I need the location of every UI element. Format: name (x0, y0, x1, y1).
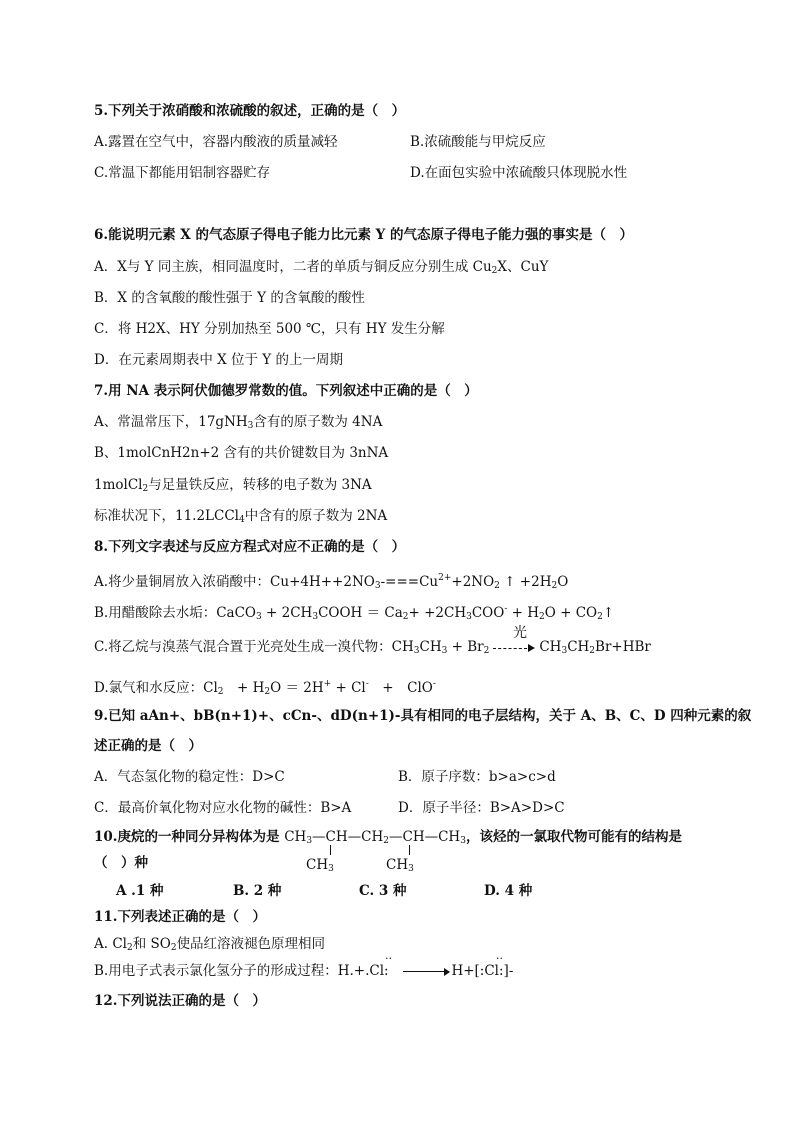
question-8-option-a: A.将少量铜屑放入浓硝酸中：$Cu+4H++2NO_3-===Cu^{2+}+2NO_2$ ↑ $+2H_2O$ (94, 573, 569, 591)
question-6-option-a: A．X与 Y 同主族，相同温度时，二者的单质与铜反应分别生成 $Cu_2X$、CuY (94, 259, 549, 276)
question-10-option-a: A .1 种 (116, 883, 164, 899)
question-10-option-b: B. 2 种 (233, 883, 282, 899)
question-10-stem: 10.庚烷的一种同分异构体为是 $CH_3—CH—CH_2—CH—CH_3$，该烃的一氯取代物可能有的结构是 (94, 829, 682, 846)
question-8-option-b: B.用醋酸除去水垢：CaCO$_3$ + $2CH_3COOH = Ca_2+ +2CH_3COO^- + H_2O$ + $CO_2↑$ (94, 604, 615, 622)
formation-arrow (403, 971, 449, 972)
question-6-option-c: C．将 H2X、HY 分别加热至 500 ℃，只有 HY 发生分解 (94, 321, 445, 337)
question-9-option-d: D．原子半径：B>A>D>C (398, 800, 565, 816)
branch-methyl-2: $CH_3$ (386, 857, 414, 874)
light-condition-label: 光 (513, 625, 527, 641)
question-9-option-b: B．原子序数：b>a>c>d (398, 769, 556, 785)
question-10-option-c: C. 3 种 (359, 883, 407, 899)
question-11-option-b: B.用电子式表示氯化氢分子的形成过程：H.+.Cl: H+[:Cl:]- (94, 963, 514, 979)
question-6-option-d: D．在元素周期表中 X 位于 Y 的上一周期 (94, 352, 344, 368)
question-5-option-c: C.常温下都能用铝制容器贮存 (94, 165, 271, 181)
question-7-option-a: A、常温常压下，17gNH$_3$含有的原子数为 4NA (94, 414, 383, 431)
branch-bond-2 (409, 845, 410, 855)
question-8-option-d: D.氯气和水反应：$Cl_2$ + $H_2O = 2H^+ + Cl^-$ + ClO- (94, 679, 436, 697)
question-5-option-b: B.浓硫酸能与甲烷反应 (410, 134, 546, 150)
question-5-option-d: D.在面包实验中浓硫酸只体现脱水性 (410, 165, 628, 181)
question-6-stem: 6.能说明元素 X 的气态原子得电子能力比元素 Y 的气态原子得电子能力强的事实是（ ） (94, 227, 634, 243)
question-11-stem: 11.下列表述正确的是（ ） (94, 909, 266, 925)
question-9-option-a: A．气态氢化物的稳定性：D>C (94, 769, 285, 785)
question-7-option-b: B、1molCnH2n+2 含有的共价键数目为 3nNA (94, 445, 389, 461)
question-6-option-b: B．X 的含氧酸的酸性强于 Y 的含氧酸的酸性 (94, 290, 365, 306)
electron-dots-1: .. (385, 949, 392, 962)
question-8-option-c: C.将乙烷与溴蒸气混合置于光亮处生成一溴代物：$CH_3CH_3 + Br_2$ $CH_3CH_2Br+HBr$ (94, 639, 651, 656)
question-11-option-a: A. $Cl_2$和 $SO_2$使品红溶液褪色原理相同 (94, 936, 326, 953)
question-7-stem: 7.用 NA 表示阿伏伽德罗常数的值。下列叙述中正确的是（ ） (94, 383, 478, 399)
question-10-stem-line2: （ ）种 (94, 855, 148, 871)
branch-methyl-1: $CH_3$ (306, 857, 334, 874)
question-8-stem: 8.下列文字表述与反应方程式对应不正确的是（ ） (94, 539, 406, 555)
question-9-stem-line1: 9.已知 aAn+、bB(n+1)+、cCn-、dD(n+1)-具有相同的电子层结构，关于 A、B、C、D 四种元素的叙 (94, 708, 752, 724)
question-7-option-c: 1molCl$_2$与足量铁反应，转移的电子数为 3NA (94, 477, 372, 494)
question-5-stem: 5.下列关于浓硝酸和浓硫酸的叙述，正确的是（ ） (94, 103, 406, 119)
heptane-isomer-formula: $CH_3—CH—CH_2—CH—CH_3$ (284, 829, 466, 846)
electron-dots-2: .. (496, 949, 503, 962)
question-7-option-d: 标准状况下，11.2LCCl$_4$中含有的原子数为 2NA (94, 508, 388, 525)
question-9-stem-line2: 述正确的是（ ） (94, 738, 202, 754)
branch-bond-1 (330, 845, 331, 855)
question-10-option-d: D. 4 种 (484, 883, 533, 899)
question-9-option-c: C．最高价氧化物对应水化物的碱性：B>A (94, 800, 352, 816)
question-5-option-a: A.露置在空气中，容器内酸液的质量减轻 (94, 134, 338, 150)
question-12-stem: 12.下列说法正确的是（ ） (94, 993, 266, 1009)
